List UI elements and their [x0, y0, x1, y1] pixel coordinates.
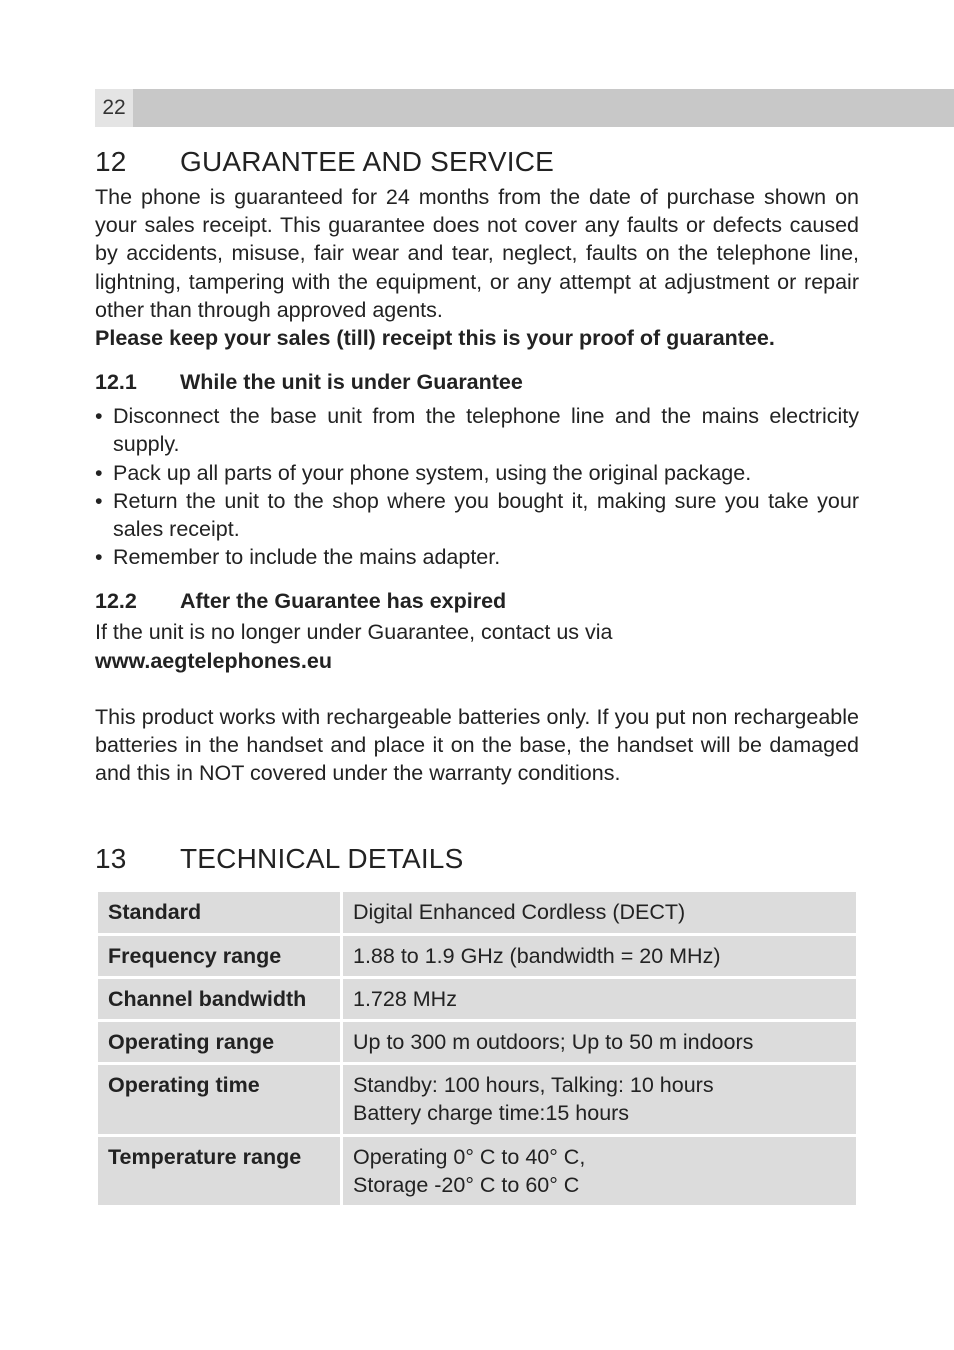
table-row: [98, 1022, 856, 1062]
spec-value: Digital Enhanced Cordless (DECT): [343, 892, 856, 932]
spec-label: Standard: [98, 892, 340, 932]
bullet-icon: •: [95, 404, 103, 429]
header-bar: [95, 89, 954, 127]
table-row: [98, 892, 856, 932]
spec-label: Operating range: [98, 1022, 340, 1062]
spec-label: Operating time: [98, 1065, 340, 1133]
contact-text: If the unit is no longer under Guarantee, contact us via: [95, 620, 613, 645]
guarantee-intro: The phone is guaranteed for 24 months from the date of purchase shown on your sales receipt. This guarantee does not cover any faults or defects caused by accidents, misuse, fair wear and tear, neglect, faults on the telephone line, lightning, tampering with the equipment, or any attempt at adjustment or repair other than through approved agents.: [95, 185, 859, 322]
subsection-12-2-title: After the Guarantee has expired: [180, 589, 507, 614]
technical-details-table: [95, 889, 859, 1208]
subsection-12-2-number: 12.2: [95, 589, 137, 614]
section-13-title: TECHNICAL DETAILS: [180, 843, 464, 875]
subsection-12-1-title: While the unit is under Guarantee: [180, 370, 523, 395]
guarantee-steps-list: [95, 402, 859, 571]
list-item: • Pack up all parts of your phone system, using the original package.: [95, 459, 859, 487]
spec-value: 1.88 to 1.9 GHz (bandwidth = 20 MHz): [343, 936, 856, 976]
spec-label: Channel bandwidth: [98, 979, 340, 1019]
spec-value: Standby: 100 hours, Talking: 10 hours Battery charge time:15 hours: [343, 1065, 856, 1133]
battery-warning: This product works with rechargeable batteries only. If you put non rechargeable batteries in the handset and place it on the base, the handset will be damaged and this in NOT covered under the warranty conditions.: [95, 704, 859, 786]
spec-value: Operating 0° C to 40° C, Storage -20° C to 60° C: [343, 1137, 856, 1205]
table-row: [98, 1137, 856, 1205]
website-link[interactable]: www.aegtelephones.eu: [95, 648, 332, 673]
page-number: 22: [95, 89, 133, 127]
bullet-icon: •: [95, 545, 103, 570]
subsection-12-1-number: 12.1: [95, 370, 137, 395]
list-item: • Disconnect the base unit from the telephone line and the mains electricity supply.: [95, 402, 859, 458]
spec-value: 1.728 MHz: [343, 979, 856, 1019]
section-12-title: GUARANTEE AND SERVICE: [180, 146, 554, 177]
table-row: [98, 979, 856, 1019]
section-12-heading: [95, 140, 859, 184]
section-12-number: 12: [95, 146, 127, 177]
section-13-heading: [95, 837, 859, 881]
subsection-12-1-heading: [95, 368, 859, 396]
bullet-icon: •: [95, 488, 103, 513]
page-content: [95, 140, 859, 1208]
spec-label: Frequency range: [98, 936, 340, 976]
table-row: [98, 936, 856, 976]
list-item: • Remember to include the mains adapter.: [95, 543, 859, 571]
section-13-number: 13: [95, 843, 127, 875]
spec-value: Up to 300 m outdoors; Up to 50 m indoors: [343, 1022, 856, 1062]
subsection-12-2-heading: [95, 587, 859, 615]
table-row: [98, 1065, 856, 1133]
list-item: • Return the unit to the shop where you bought it, making sure you take your sales receipt.: [95, 487, 859, 543]
guarantee-notice: Please keep your sales (till) receipt this is your proof of guarantee.: [95, 326, 775, 351]
spec-label: Temperature range: [98, 1137, 340, 1205]
bullet-icon: •: [95, 460, 103, 485]
